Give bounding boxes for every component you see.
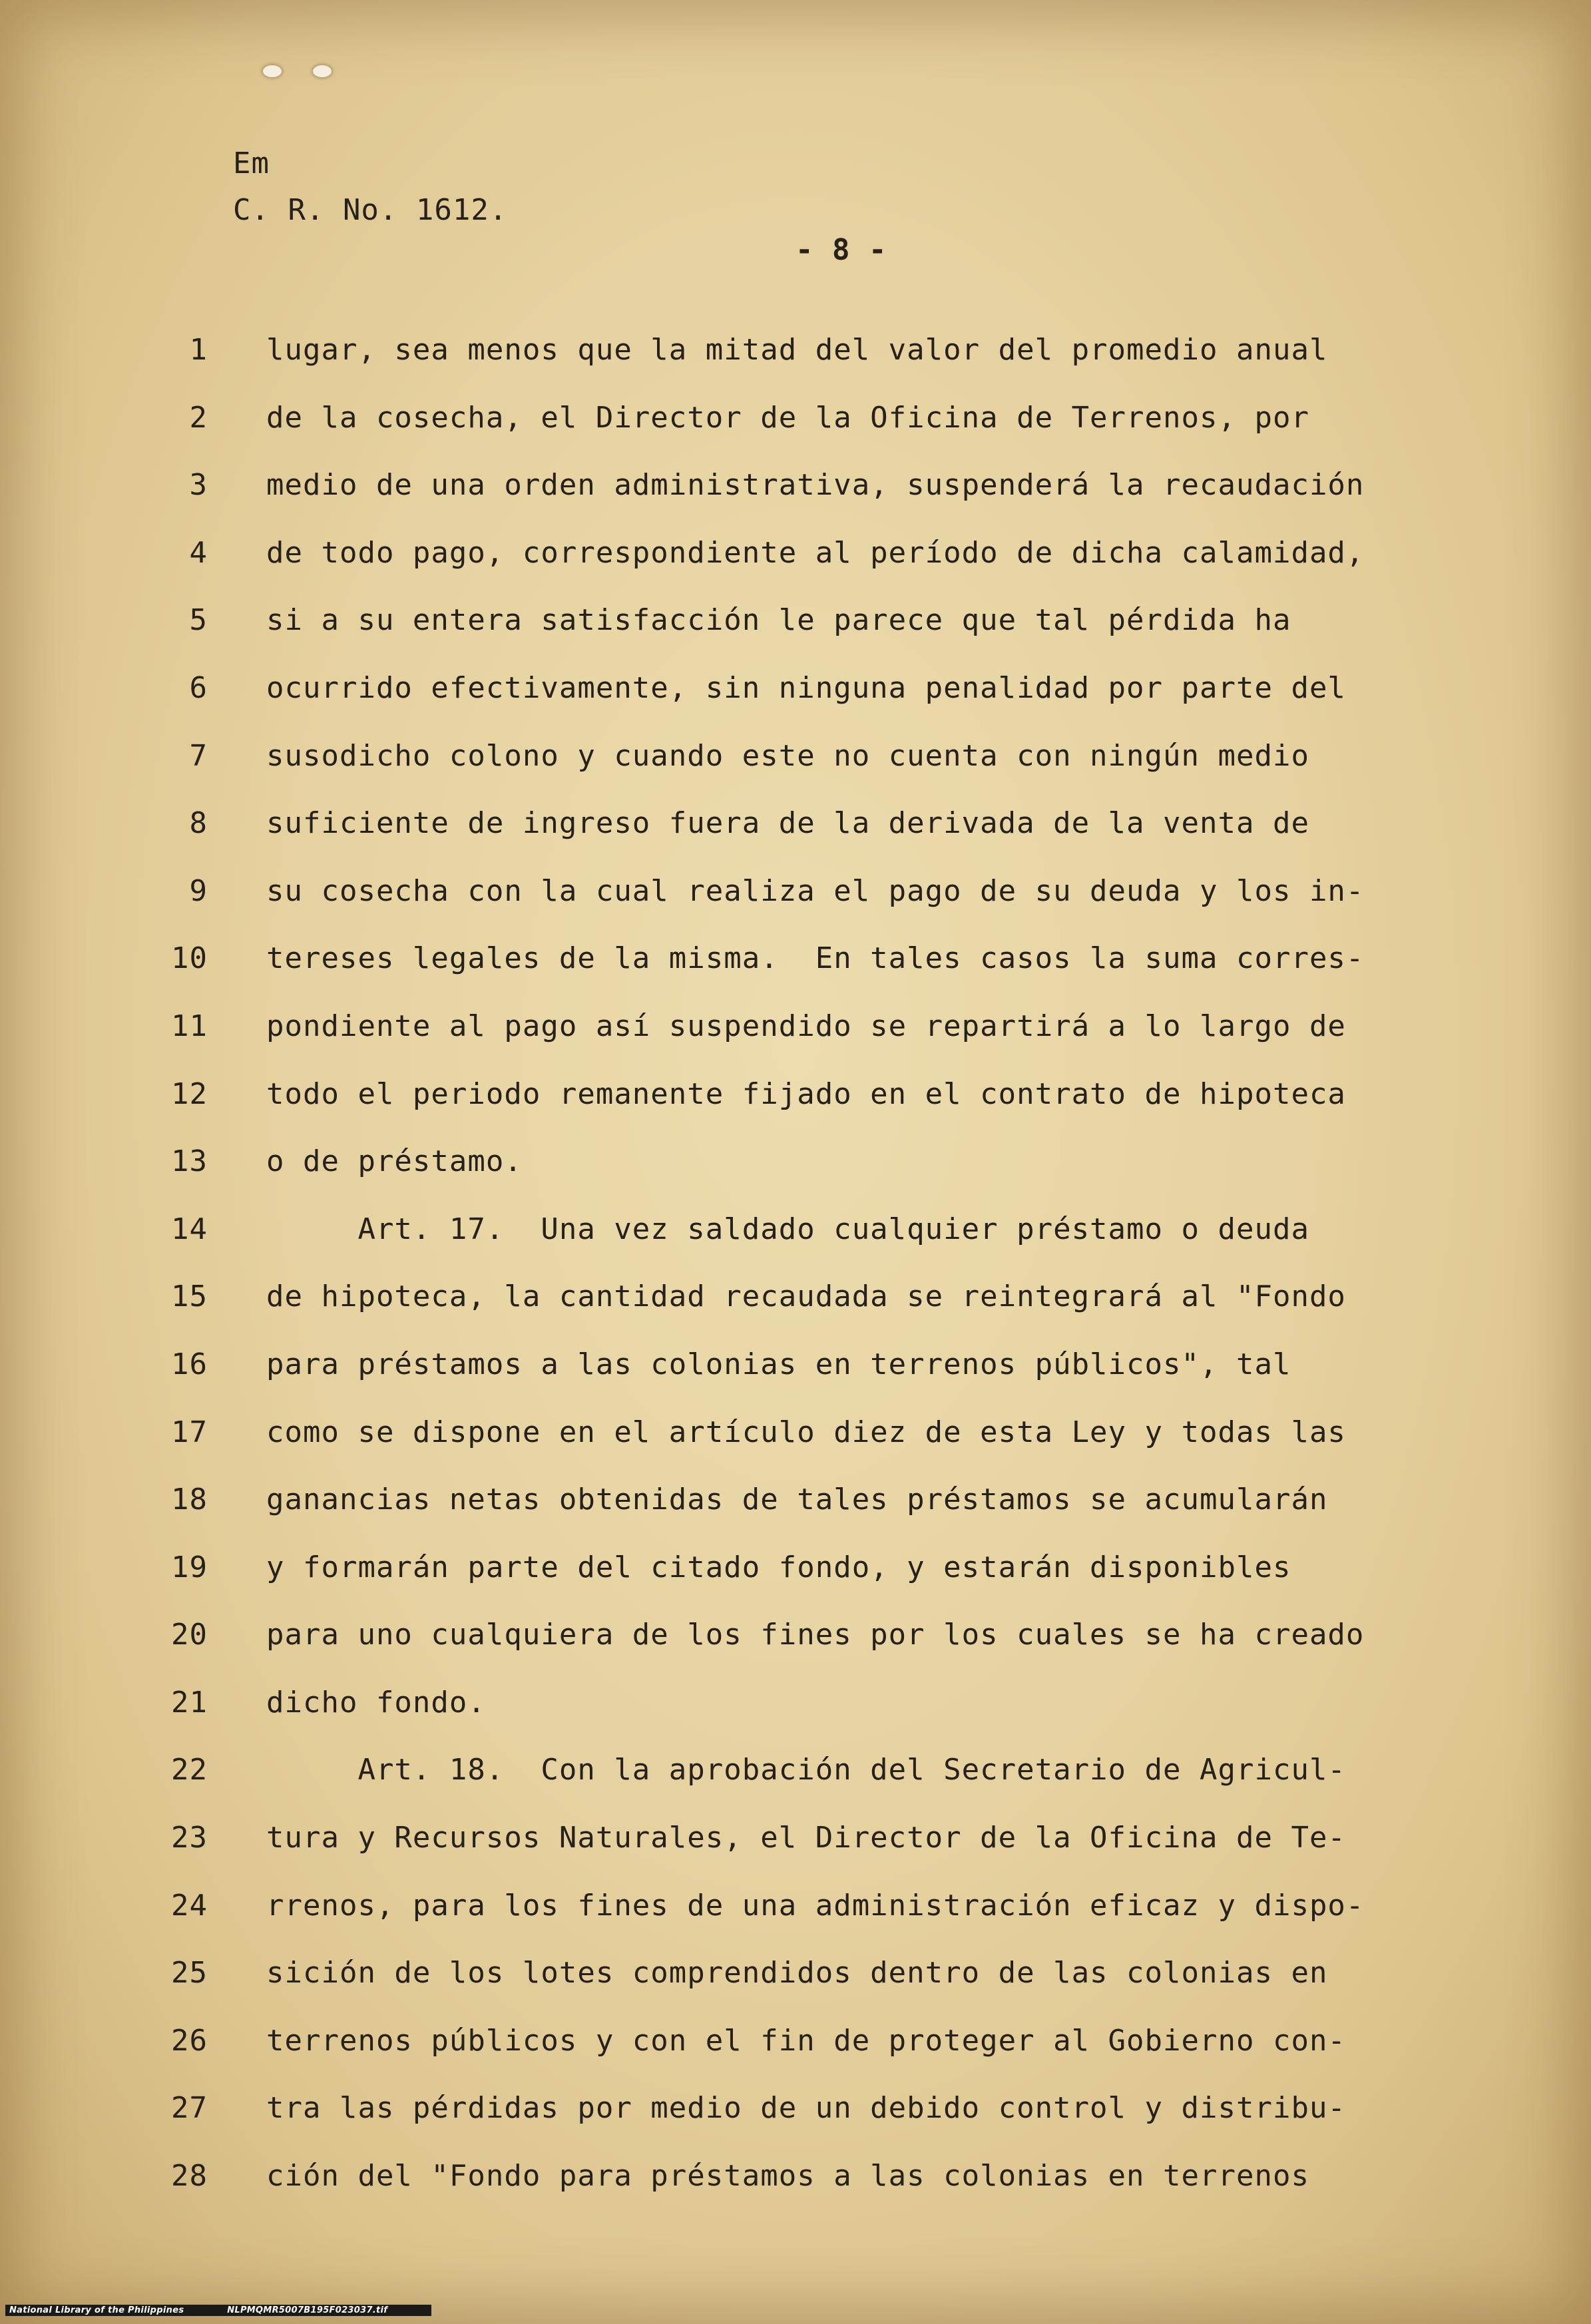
- line-text: medio de una orden administrativa, suspenderá la recaudación: [266, 468, 1365, 503]
- line-text: ción del "Fondo para préstamos a las colonias en terrenos: [266, 2159, 1309, 2194]
- text-line: [160, 603, 1491, 671]
- text-line: [160, 401, 1491, 469]
- line-number: 14: [171, 1212, 208, 1246]
- text-line: [160, 1144, 1491, 1212]
- line-text: rrenos, para los fines de una administración eficaz y dispo-: [266, 1888, 1365, 1923]
- text-line: [160, 1077, 1491, 1145]
- line-text: suficiente de ingreso fuera de la derivada de la venta de: [266, 806, 1309, 841]
- punch-hole: [313, 65, 332, 77]
- text-line: [160, 1347, 1491, 1415]
- line-text: Art. 18. Con la aprobación del Secretario de Agricul-: [266, 1753, 1346, 1787]
- line-number: 17: [171, 1415, 208, 1449]
- text-line: [160, 2091, 1491, 2159]
- scan-footer: [5, 2305, 431, 2316]
- line-text: terrenos públicos y con el fin de proteger al Gobierno con-: [266, 2023, 1346, 2058]
- reference-number: C. R. No. 1612.: [233, 193, 508, 227]
- line-number: 8: [189, 806, 208, 841]
- typist-initials: Em: [233, 146, 270, 180]
- line-number: 6: [189, 670, 208, 705]
- line-number: 16: [171, 1347, 208, 1381]
- library-credit: National Library of the Philippines: [9, 2305, 184, 2315]
- punch-hole: [263, 65, 282, 77]
- line-number: 26: [171, 2023, 208, 2058]
- line-text: para préstamos a las colonias en terrenos públicos", tal: [266, 1347, 1291, 1381]
- file-name: NLPMQMR5007B195F023037.tif: [227, 2305, 388, 2315]
- line-text: de la cosecha, el Director de la Oficina de Terrenos, por: [266, 400, 1309, 435]
- line-text: pondiente al pago así suspendido se repartirá a lo largo de: [266, 1009, 1346, 1043]
- line-number: 18: [171, 1483, 208, 1517]
- line-number: 13: [171, 1144, 208, 1179]
- line-number: 5: [189, 603, 208, 638]
- text-line: [160, 1483, 1491, 1550]
- text-line: [160, 671, 1491, 739]
- line-text: de hipoteca, la cantidad recaudada se reintegrará al "Fondo: [266, 1279, 1346, 1314]
- text-line: [160, 1956, 1491, 2024]
- text-line: [160, 1212, 1491, 1280]
- line-text: ocurrido efectivamente, sin ninguna penalidad por parte del: [266, 670, 1346, 705]
- line-text: ganancias netas obtenidas de tales préstamos se acumularán: [266, 1483, 1328, 1517]
- line-number: 15: [171, 1279, 208, 1314]
- text-line: [160, 536, 1491, 604]
- line-text: como se dispone en el artículo diez de esta Ley y todas las: [266, 1415, 1346, 1449]
- line-number: 12: [171, 1076, 208, 1111]
- line-number: 2: [189, 400, 208, 435]
- text-line: [160, 1821, 1491, 1889]
- line-number: 23: [171, 1821, 208, 1855]
- line-text: todo el periodo remanente fijado en el contrato de hipoteca: [266, 1076, 1346, 1111]
- line-number: 11: [171, 1009, 208, 1043]
- line-number: 21: [171, 1685, 208, 1720]
- line-number: 22: [171, 1753, 208, 1787]
- line-text: susodicho colono y cuando este no cuenta con ningún medio: [266, 738, 1309, 773]
- text-line: [160, 1279, 1491, 1347]
- line-text: dicho fondo.: [266, 1685, 486, 1720]
- text-line: [160, 1889, 1491, 1957]
- line-number: 3: [189, 468, 208, 503]
- line-text: tereses legales de la misma. En tales casos la suma corres-: [266, 941, 1365, 976]
- text-line: [160, 874, 1491, 942]
- text-line: [160, 1686, 1491, 1753]
- line-text: tura y Recursos Naturales, el Director de la Oficina de Te-: [266, 1821, 1346, 1855]
- text-line: [160, 1009, 1491, 1077]
- page-number: - 8 -: [796, 233, 887, 267]
- text-line: [160, 1415, 1491, 1483]
- line-number: 24: [171, 1888, 208, 1923]
- line-text: de todo pago, correspondiente al período de dicha calamidad,: [266, 535, 1365, 570]
- text-line: [160, 2159, 1491, 2227]
- text-line: [160, 1550, 1491, 1618]
- line-text: Art. 17. Una vez saldado cualquier préstamo o deuda: [266, 1212, 1309, 1246]
- text-line: [160, 941, 1491, 1009]
- text-line: [160, 2024, 1491, 2092]
- text-line: [160, 333, 1491, 401]
- line-number: 10: [171, 941, 208, 976]
- text-line: [160, 1753, 1491, 1821]
- line-number: 1: [189, 333, 208, 367]
- line-text: tra las pérdidas por medio de un debido control y distribu-: [266, 2091, 1346, 2126]
- body-text: [160, 333, 1491, 2227]
- line-number: 27: [171, 2091, 208, 2126]
- text-line: [160, 468, 1491, 536]
- text-line: [160, 806, 1491, 874]
- line-number: 28: [171, 2159, 208, 2194]
- line-number: 20: [171, 1618, 208, 1652]
- line-text: si a su entera satisfacción le parece que tal pérdida ha: [266, 603, 1291, 638]
- line-text: y formarán parte del citado fondo, y estarán disponibles: [266, 1550, 1291, 1584]
- line-text: para uno cualquiera de los fines por los cuales se ha creado: [266, 1618, 1365, 1652]
- line-text: o de préstamo.: [266, 1144, 523, 1179]
- line-number: 7: [189, 738, 208, 773]
- text-line: [160, 1618, 1491, 1686]
- line-text: lugar, sea menos que la mitad del valor del promedio anual: [266, 333, 1328, 367]
- line-number: 9: [189, 873, 208, 908]
- line-text: sición de los lotes comprendidos dentro de las colonias en: [266, 1956, 1328, 1990]
- text-line: [160, 739, 1491, 807]
- line-number: 4: [189, 535, 208, 570]
- line-number: 19: [171, 1550, 208, 1584]
- line-text: su cosecha con la cual realiza el pago de su deuda y los in-: [266, 873, 1365, 908]
- line-number: 25: [171, 1956, 208, 1990]
